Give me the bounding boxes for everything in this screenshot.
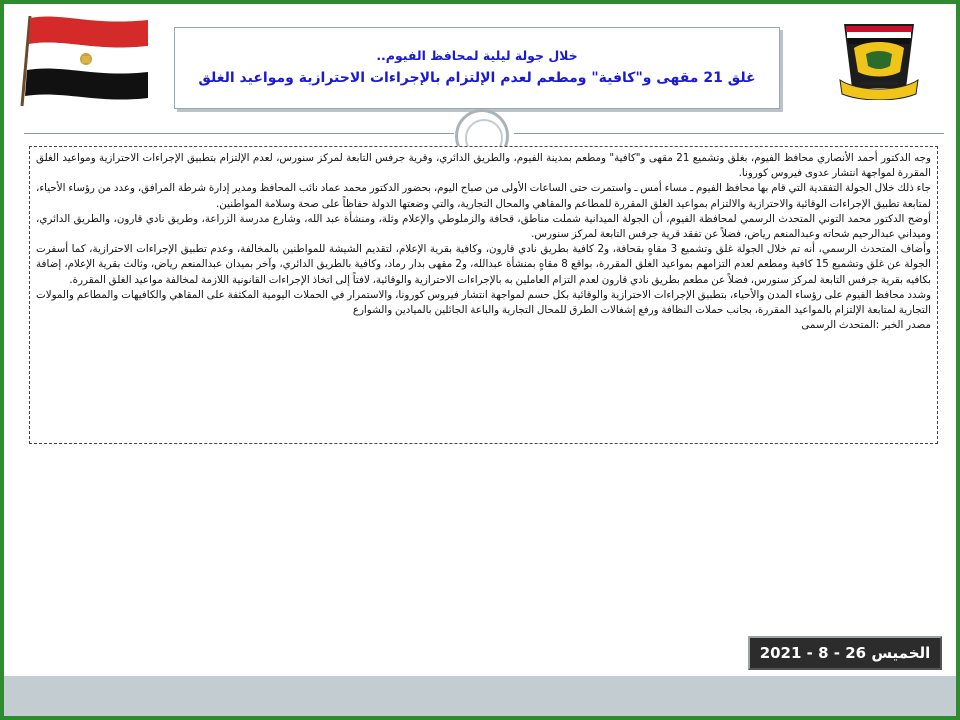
article-paragraph: أوضح الدكتور محمد التوني المتحدث الرسمي لمحافظة الفيوم، أن الجولة الميدانية شملت مناطق، قحافة والزملوطي والإعلام وثلة، ومنشأة عبد الله، وشارع مدرسة الزراعة، وطريق نادي قارون، والطريق الدائري، وميداني عبدالرحيم شحاته وعبدالمنعم رياض، فضلاً عن تفقد قرية جرفس التابعة لمركز سنورس. [36,212,931,241]
article-paragraph: وشدد محافظ الفيوم على رؤساء المدن والأحياء، بتطبيق الإجراءات الاحترازية والوقائية بكل حسم لمواجهة انتشار فيروس كورونا، والاستمرار في الحملات اليومية المكثفة على المقاهي والكافيهات والمطاعم والمولات التجارية لمتابعة الإلتزام بالمواعيد المقررة، بجانب حملات النظافة ورفع إشغالات الطرق للمحال التجارية والباعة الجائلين بالميادين والشوارع [36,288,931,317]
headline-box [174,27,780,109]
date-label: الخميس 26 - 8 - 2021 [759,644,931,662]
headline-kicker: خلال جولة ليلية لمحافظ الفيوم.. [376,48,578,63]
fayoum-governorate-emblem-icon [836,18,922,100]
article-paragraph: وجه الدكتور أحمد الأنصاري محافظ الفيوم، بغلق وتشميع 21 مقهى و"كافية" ومطعم بمدينة الفيوم، والطريق الدائري، وقرية جرفس التابعة لمركز سنورس، لعدم الإلتزام بتطبيق الإجراءات الاحترازية ومواعيد الغلق المقررة لمواجهة انتشار عدوى فيروس كورونا. [36,152,931,180]
footer-bar [4,676,956,716]
article-paragraph: جاء ذلك خلال الجولة التفقدية التي قام بها محافظ الفيوم ـ مساء أمس ـ واستمرت حتى الساعات الأولى من صباح اليوم، بحضور الدكتور محمد عماد نائب المحافظ ومدير إدارة شرطة المرافق، وعدد من رؤساء الأحياء، لمتابعة تطبيق الإجراءات الوقائية والاحترازية والالتزام بمواعيد الغلق المقررة للمطاعم والمقاهي والمحال التجارية، والتي وضعتها الدولة حفاظاً على صحة وسلامة المواطنين. [36,182,931,210]
article-paragraph: وأضاف المتحدث الرسمي، أنه تم خلال الجولة غلق وتشميع 3 مقاهٍ بقحافة، و2 كافية بطريق نادي قارون، وكافية بقرية الإعلام، لتقديم الشيشة للمواطنين بالمخالفة، وعدم تطبيق الإجراءات الاحترازية، كما أسفرت الجولة عن غلق وتشميع 15 كافية ومطعم لعدم التزامهم بمواعيد الغلق المقررة، بواقع 8 مقاهٍ بمنشأة عبدالله، و2 مقهى بدار رماد، وكافية بالطريق الدائري، وآخر بميدان عبدالمنعم رياض، وثالث بقرية الإعلام، إضافة بكافيه بقرية جرفس التابعة لمركز سنورس، فضلاً عن مطعم بطريق نادي قارون لعدم التزام العاملين به بالإجراءات الاحترازية والوقائية، لافتاً إلى اتخاذ الإجراءات القانونية اللازمة لمخالفة مواعيد الغلق المقررة. [36,243,931,286]
article-body [29,146,938,444]
egypt-flag-icon [16,12,156,108]
news-source: مصدر الخبر :المتحدث الرسمى [801,319,931,332]
date-badge [748,636,942,670]
divider-left [24,133,454,134]
headline-title: غلق 21 مقهى و"كافية" ومطعم لعدم الإلتزام بالإجراءات الاحترازية ومواعيد الغلق [198,70,756,86]
divider-right [514,133,944,134]
